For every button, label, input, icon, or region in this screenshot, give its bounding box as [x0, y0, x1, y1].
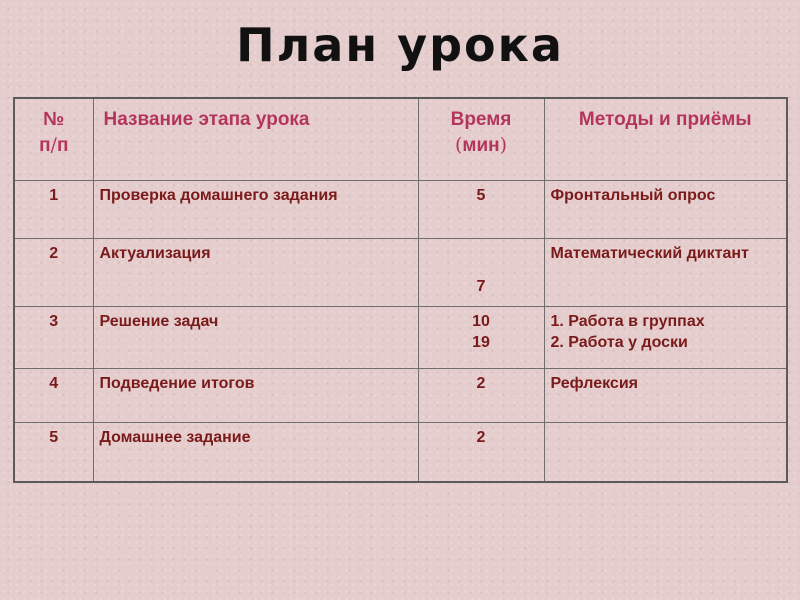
row-time: 7	[418, 238, 544, 306]
row-time-line: 19	[472, 334, 490, 352]
header-num-abbrev	[21, 133, 87, 159]
row-stage-name: Проверка домашнего задания	[93, 180, 418, 238]
row-num: 3	[14, 306, 93, 368]
row-stage-name: Подведение итогов	[93, 368, 418, 422]
header-time-label: Время	[450, 109, 512, 130]
row-num: 4	[14, 368, 93, 422]
table-row	[14, 422, 787, 482]
row-time: 2	[418, 368, 544, 422]
row-time: 5	[418, 180, 544, 238]
header-time-unit-line	[425, 133, 538, 159]
header-time-paren-open: (	[454, 133, 463, 156]
page-title: План урока	[236, 18, 564, 72]
header-num-p2: п	[56, 134, 69, 156]
table-header-row	[14, 98, 787, 180]
header-num-symbol: №	[43, 109, 65, 130]
row-methods: Рефлексия	[544, 368, 787, 422]
row-time	[418, 306, 544, 368]
row-num: 2	[14, 238, 93, 306]
row-num: 5	[14, 422, 93, 482]
row-stage-name: Решение задач	[93, 306, 418, 368]
header-num	[14, 98, 93, 180]
table-row	[14, 238, 787, 306]
header-methods: Методы и приёмы	[544, 98, 787, 180]
row-stage-name: Актуализация	[93, 238, 418, 306]
row-method-item: 2. Работа у доски	[550, 334, 688, 352]
header-time-unit: мин	[462, 134, 500, 156]
row-methods	[544, 422, 787, 482]
row-time: 2	[418, 422, 544, 482]
row-method-item: 1. Работа в группах	[550, 312, 705, 330]
row-num: 1	[14, 180, 93, 238]
table-row	[14, 306, 787, 368]
header-stage-name: Название этапа урока	[93, 98, 418, 180]
row-time-line: 10	[472, 312, 490, 330]
header-time-paren-close: )	[499, 133, 508, 156]
table-row	[14, 368, 787, 422]
row-methods	[544, 306, 787, 368]
row-stage-name: Домашнее задание	[93, 422, 418, 482]
header-time	[418, 98, 544, 180]
lesson-plan-table	[13, 97, 788, 483]
row-methods: Математический диктант	[544, 238, 787, 306]
header-num-slash: /	[50, 133, 57, 156]
row-methods: Фронтальный опрос	[544, 180, 787, 238]
header-num-p1: п	[39, 134, 51, 156]
table-row	[14, 180, 787, 238]
